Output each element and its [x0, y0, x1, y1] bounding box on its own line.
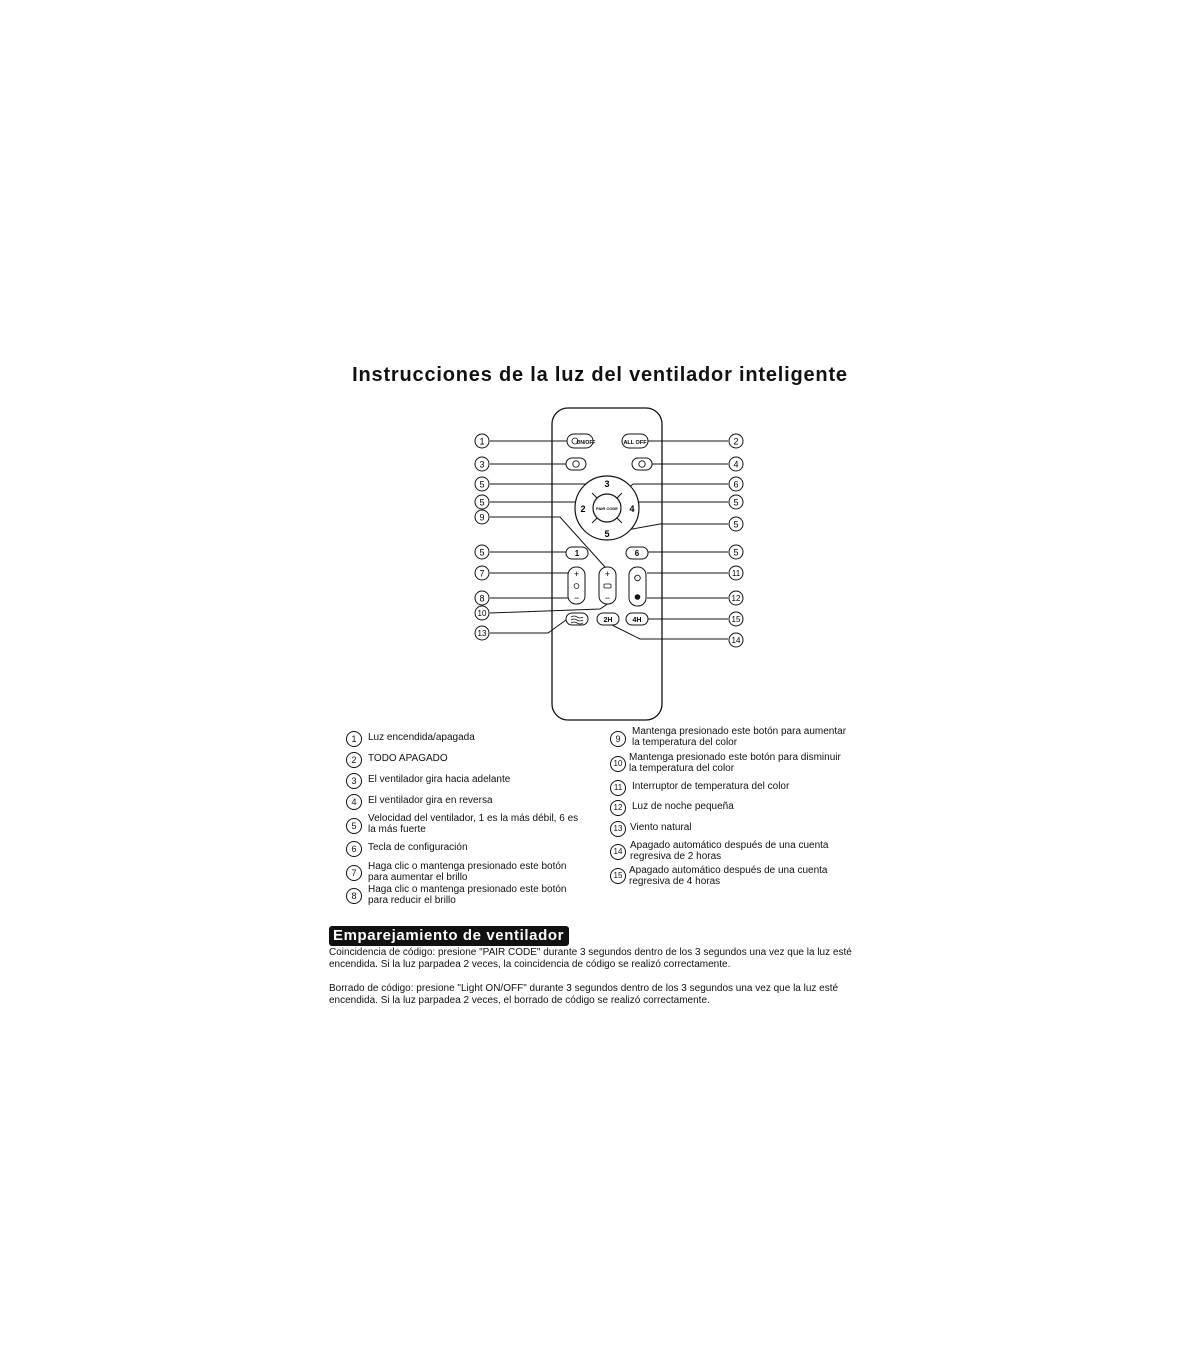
legend-item: 2 TODO APAGADO	[346, 752, 448, 768]
legend-item: 9 Mantenga presionado este botón para aumentar la temperatura del color	[610, 726, 846, 748]
on-off-label: ON/OFF	[576, 440, 596, 446]
callout-number: 5	[733, 519, 739, 530]
remote-body	[552, 408, 662, 720]
timer-2h-label: 2H	[603, 617, 613, 624]
legend-item: 15 Apagado automático después de una cuenta regresiva de 4 horas	[610, 865, 828, 887]
callout-number: 15	[731, 615, 741, 624]
night-light-icon[interactable]	[635, 594, 641, 600]
speed-6-label: 6	[634, 549, 640, 558]
legend-left	[346, 731, 616, 911]
callout-number: 7	[479, 568, 485, 579]
color-temp-plus[interactable]: +	[604, 569, 611, 579]
pairing-code-clear-text: Borrado de código: presione "Light ON/OFF" durante 3 segundos dentro de los 3 segundos una vez que la luz esté encendida. Si la luz parpadea 2 veces, el borrado de código se realizó correctamente.	[329, 983, 839, 1006]
speed-4-label[interactable]: 4	[629, 504, 635, 514]
all-off-label: ALL OFF	[623, 440, 647, 446]
legend-item: 4 El ventilador gira en reversa	[346, 794, 493, 810]
callout-number: 5	[479, 547, 485, 558]
legend-item: 10 Mantenga presionado este botón para disminuir la temperatura del color	[610, 752, 841, 774]
legend-item: 12 Luz de noche pequeña	[610, 800, 734, 816]
legend-item: 1 Luz encendida/apagada	[346, 731, 475, 747]
callout-number: 1	[479, 436, 485, 447]
brightness-plus[interactable]: +	[573, 569, 580, 579]
speed-3-label[interactable]: 3	[604, 479, 610, 489]
color-temp-minus[interactable]: −	[604, 593, 611, 603]
callout-number: 9	[479, 512, 485, 523]
legend-item: 3 El ventilador gira hacia adelante	[346, 773, 510, 789]
callout-number: 10	[477, 609, 487, 618]
legend-item: 7 Haga clic o mantenga presionado este botón para aumentar el brillo	[346, 861, 566, 883]
legend-item: 8 Haga clic o mantenga presionado este botón para reducir el brillo	[346, 884, 566, 906]
page-title: Instrucciones de la luz del ventilador inteligente	[352, 364, 848, 386]
callout-number: 5	[733, 547, 739, 558]
pairing-section-title: Emparejamiento de ventilador	[329, 926, 569, 946]
callout-number: 5	[479, 497, 485, 508]
pairing-code-match-text: Coincidencia de código: presione "PAIR CODE" durante 3 segundos dentro de los 3 segundos una vez que la luz esté encendida. Si la luz parpadea 2 veces, la coincidencia de código se realizó correctamente.	[329, 947, 852, 970]
callout-number: 14	[731, 636, 741, 645]
callouts-left	[475, 434, 489, 640]
callout-number: 12	[731, 594, 741, 603]
speed-2-label[interactable]: 2	[580, 504, 586, 514]
speed-5-label[interactable]: 5	[604, 529, 610, 539]
callout-number: 4	[733, 459, 739, 470]
legend-item: 14 Apagado automático después de una cuenta regresiva de 2 horas	[610, 840, 829, 862]
legend-right	[610, 726, 890, 896]
callouts-right	[729, 434, 743, 647]
callout-number: 6	[733, 479, 739, 490]
callout-number: 8	[479, 593, 485, 604]
fan-forward-button[interactable]	[566, 458, 586, 470]
callout-number: 5	[479, 479, 485, 490]
timer-4h-label: 4H	[632, 617, 642, 624]
legend-item: 13 Viento natural	[610, 821, 692, 837]
speed-1-label: 1	[574, 549, 580, 558]
brightness-minus[interactable]: −	[573, 593, 580, 603]
callout-number: 5	[733, 497, 739, 508]
callout-number: 13	[477, 629, 487, 638]
callout-number: 3	[479, 459, 485, 470]
fan-reverse-button[interactable]	[632, 458, 652, 470]
callout-number: 11	[731, 569, 741, 578]
legend-item: 11 Interruptor de temperatura del color	[610, 780, 789, 796]
pair-code-label: PAIR CODE	[596, 506, 618, 511]
callout-number: 2	[733, 436, 739, 447]
cct-night-light-rocker[interactable]	[629, 567, 646, 606]
legend-item: 5 Velocidad del ventilador, 1 es la más débil, 6 es la más fuerte	[346, 813, 578, 835]
legend-item: 6 Tecla de configuración	[346, 841, 468, 857]
